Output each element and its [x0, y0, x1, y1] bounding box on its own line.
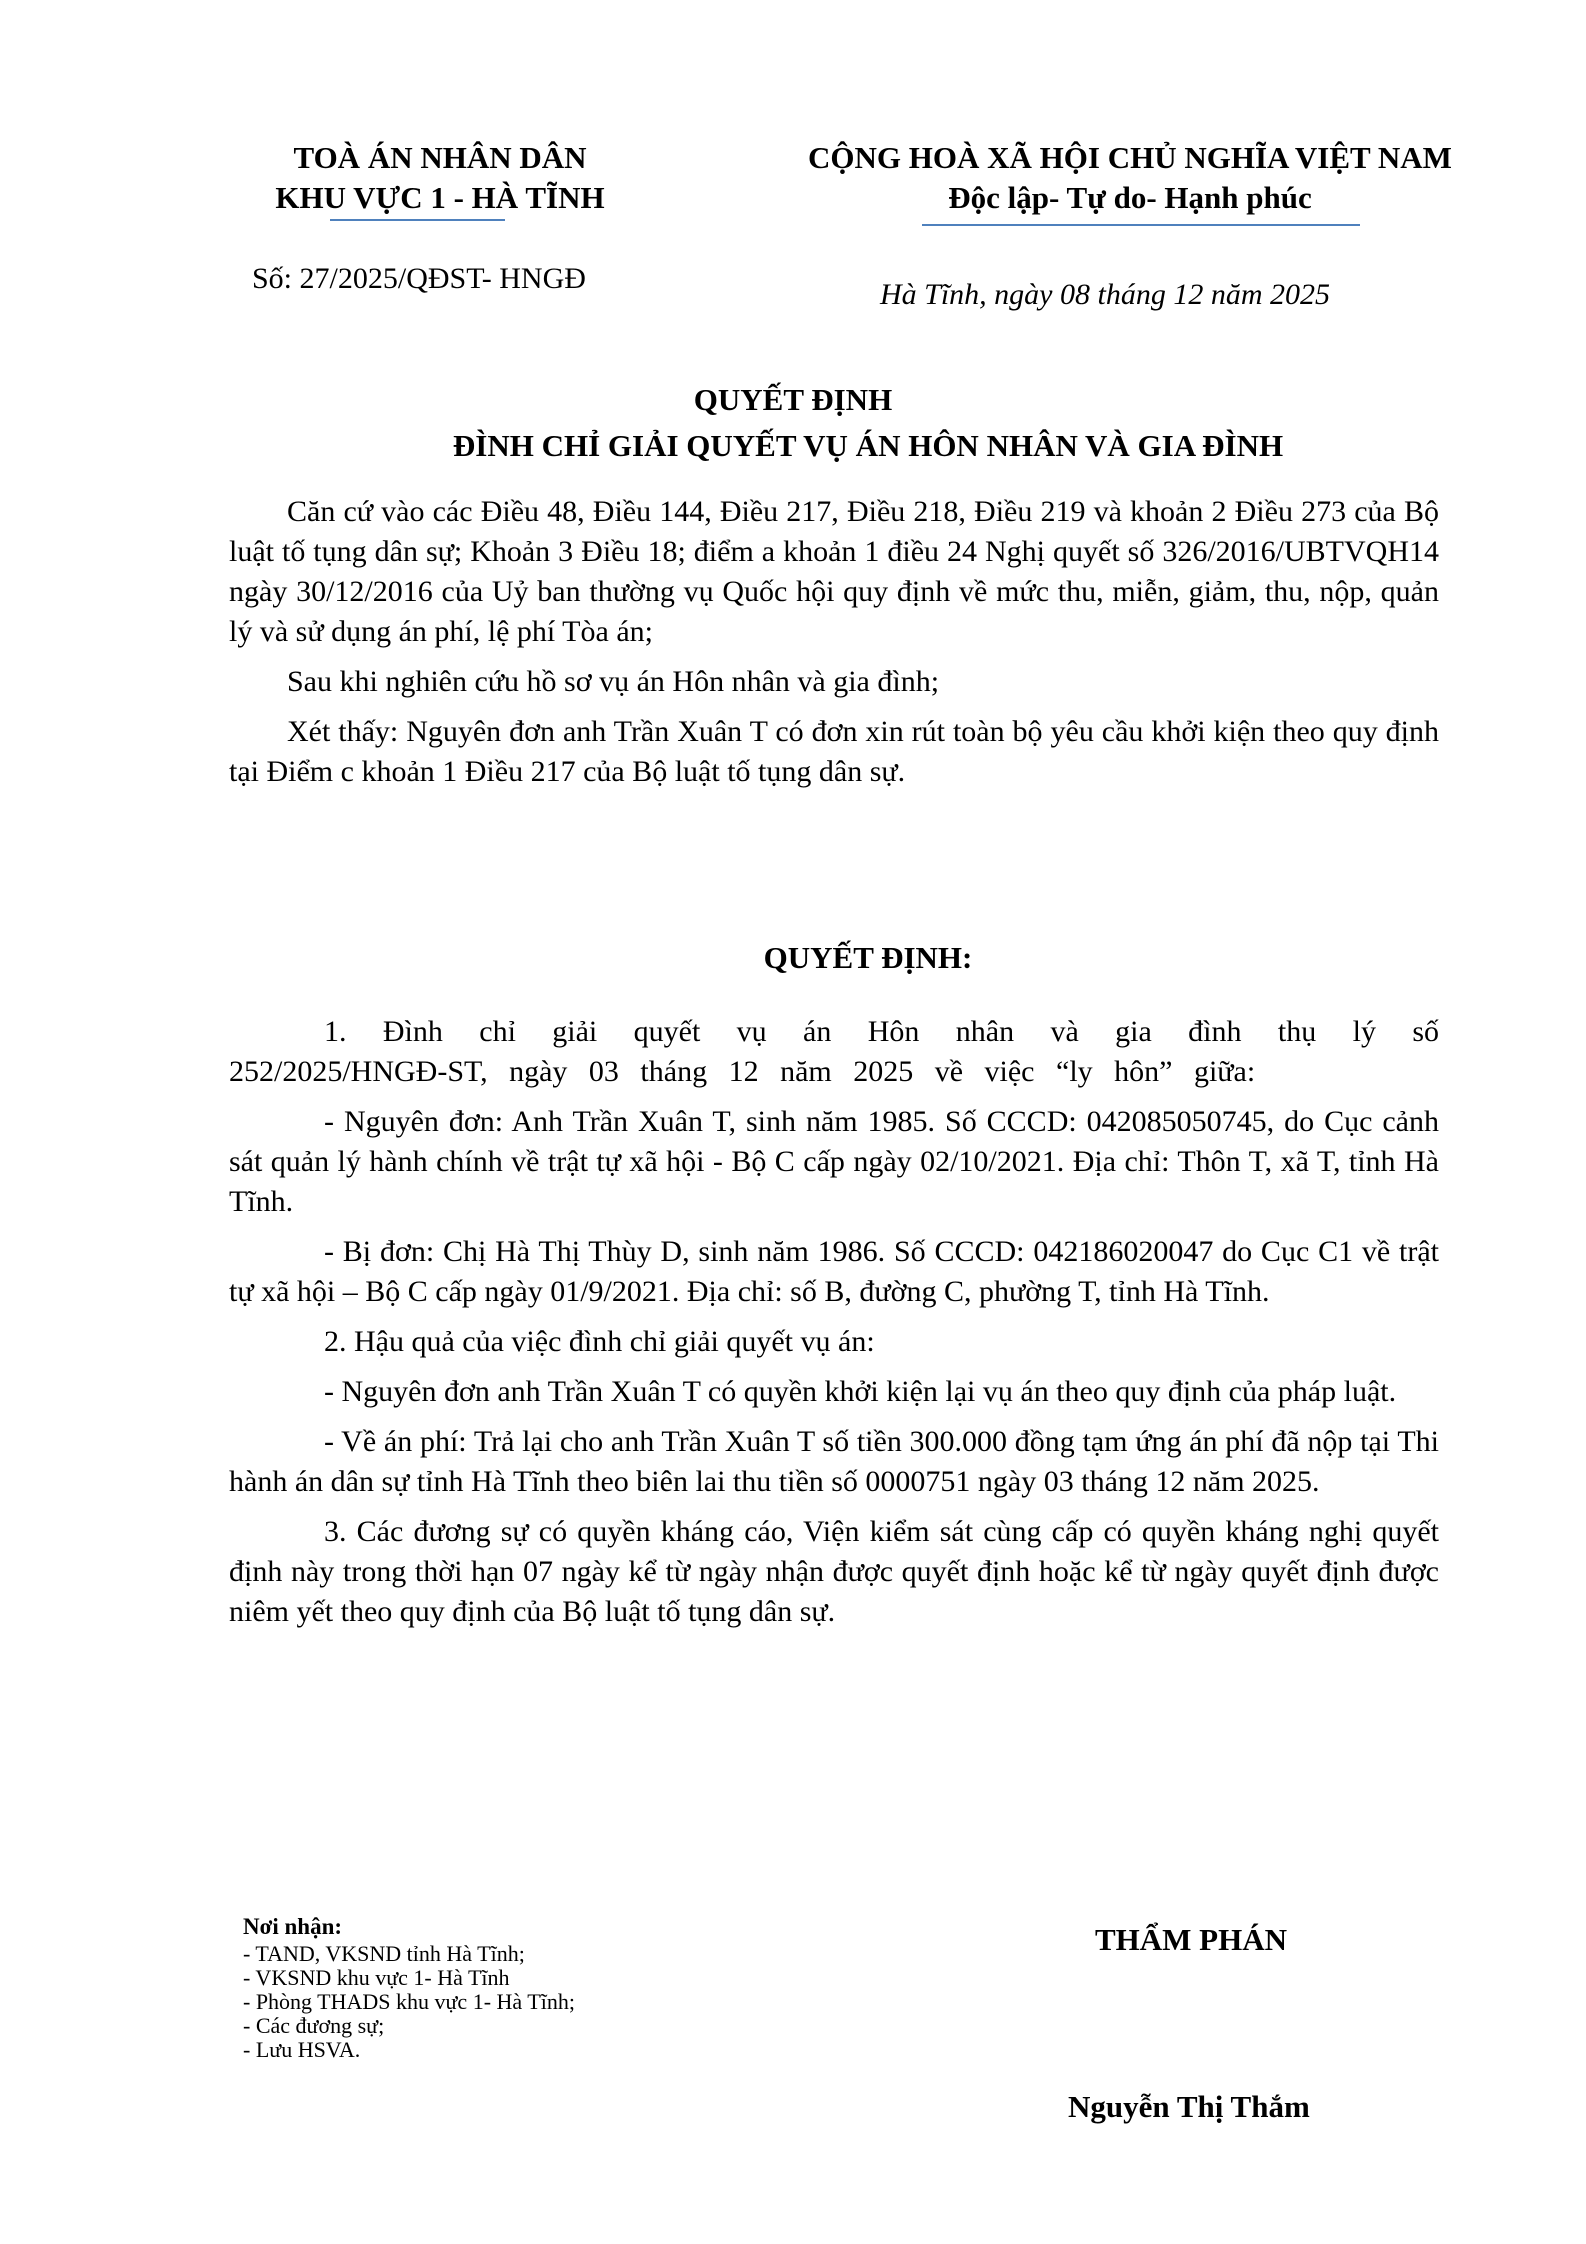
- decision-court-fee: - Về án phí: Trả lại cho anh Trần Xuân T số tiền 300.000 đồng tạm ứng án phí đã nộp tại Thi hành án dân sự tỉnh Hà Tĩnh theo biên lai thu tiền số 0000751 ngày 03 tháng 12 năm 2025.: [229, 1425, 1439, 1498]
- recipient-item: - Lưu HSVA.: [243, 2037, 361, 2062]
- recipients-block: [243, 1915, 575, 2062]
- recipients-title: Nơi nhận:: [243, 1914, 343, 1939]
- signer-title: THẨM PHÁN: [1095, 1922, 1288, 1957]
- place-date: Hà Tĩnh, ngày 08 tháng 12 năm 2025: [880, 278, 1330, 311]
- document-title: QUYẾT ĐỊNH: [693, 382, 893, 417]
- court-name-line2: KHU VỰC 1 - HÀ TĨNH: [275, 180, 605, 215]
- decision-consequence-refile: - Nguyên đơn anh Trần Xuân T có quyền khởi kiện lại vụ án theo quy định của pháp luật.: [324, 1375, 1397, 1408]
- document-subtitle: ĐÌNH CHỈ GIẢI QUYẾT VỤ ÁN HÔN NHÂN VÀ GIA ĐÌNH: [452, 428, 1284, 463]
- recipient-item: - TAND, VKSND tỉnh Hà Tĩnh;: [243, 1941, 525, 1966]
- national-heading: [755, 138, 1505, 218]
- preamble: [229, 492, 1439, 792]
- national-name: CỘNG HOÀ XÃ HỘI CHỦ NGHĨA VIỆT NAM: [808, 140, 1452, 175]
- decision-plaintiff: - Nguyên đơn: Anh Trần Xuân T, sinh năm 1985. Số CCCD: 042085050745, do Cục cảnh sát quản lý hành chính về trật tự xã hội - Bộ C cấp ngày 02/10/2021. Địa chỉ: Thôn T, xã T, tỉnh Hà Tĩnh.: [229, 1105, 1439, 1218]
- recipient-item: - Phòng THADS khu vực 1- Hà Tĩnh;: [243, 1989, 575, 2014]
- preamble-legal-basis: Căn cứ vào các Điều 48, Điều 144, Điều 217, Điều 218, Điều 219 và khoản 2 Điều 273 của Bộ luật tố tụng dân sự; Khoản 3 Điều 18; điểm a khoản 1 điều 24 Nghị quyết số 326/2016/UBTVQH14 ngày 30/12/2016 của Uỷ ban thường vụ Quốc hội quy định về mức thu, miễn, giảm, thu, nộp, quản lý và sử dụng án phí, lệ phí Tòa án;: [229, 495, 1439, 648]
- decision-item-1: 1. Đình chỉ giải quyết vụ án Hôn nhân và gia đình thụ lý số 252/2025/HNGĐ-ST, ngày 03 tháng 12 năm 2025 về việc “ly hôn” giữa:: [229, 1015, 1439, 1088]
- document-number: Số: 27/2025/QĐST- HNGĐ: [252, 262, 586, 295]
- motto-underline: [922, 224, 1360, 226]
- signer-name: Nguyễn Thị Thắm: [1068, 2089, 1310, 2124]
- decision-item-2: 2. Hậu quả của việc đình chỉ giải quyết vụ án:: [324, 1325, 875, 1358]
- decision-defendant: - Bị đơn: Chị Hà Thị Thùy D, sinh năm 1986. Số CCCD: 042186020047 do Cục C1 về trật tự xã hội – Bộ C cấp ngày 01/9/2021. Địa chỉ: số B, đường C, phường T, tỉnh Hà Tĩnh.: [229, 1235, 1439, 1308]
- recipient-item: - VKSND khu vực 1- Hà Tĩnh: [243, 1965, 510, 1990]
- recipient-item: - Các đương sự;: [243, 2013, 385, 2038]
- court-name-line1: TOÀ ÁN NHÂN DÂN: [293, 140, 587, 175]
- court-name: [230, 138, 650, 218]
- preamble-review: Sau khi nghiên cứu hồ sơ vụ án Hôn nhân và gia đình;: [287, 665, 940, 698]
- national-motto: Độc lập- Tự do- Hạnh phúc: [948, 180, 1312, 215]
- decision-body: [229, 1012, 1439, 1632]
- decision-heading: QUYẾT ĐỊNH:: [763, 940, 973, 975]
- court-underline: [330, 219, 505, 221]
- decision-item-3: 3. Các đương sự có quyền kháng cáo, Viện kiểm sát cùng cấp có quyền kháng nghị quyết định này trong thời hạn 07 ngày kể từ ngày nhận được quyết định hoặc kể từ ngày quyết định được niêm yết theo quy định của Bộ luật tố tụng dân sự.: [229, 1515, 1439, 1628]
- preamble-finding: Xét thấy: Nguyên đơn anh Trần Xuân T có đơn xin rút toàn bộ yêu cầu khởi kiện theo quy định tại Điểm c khoản 1 Điều 217 của Bộ luật tố tụng dân sự.: [229, 715, 1439, 788]
